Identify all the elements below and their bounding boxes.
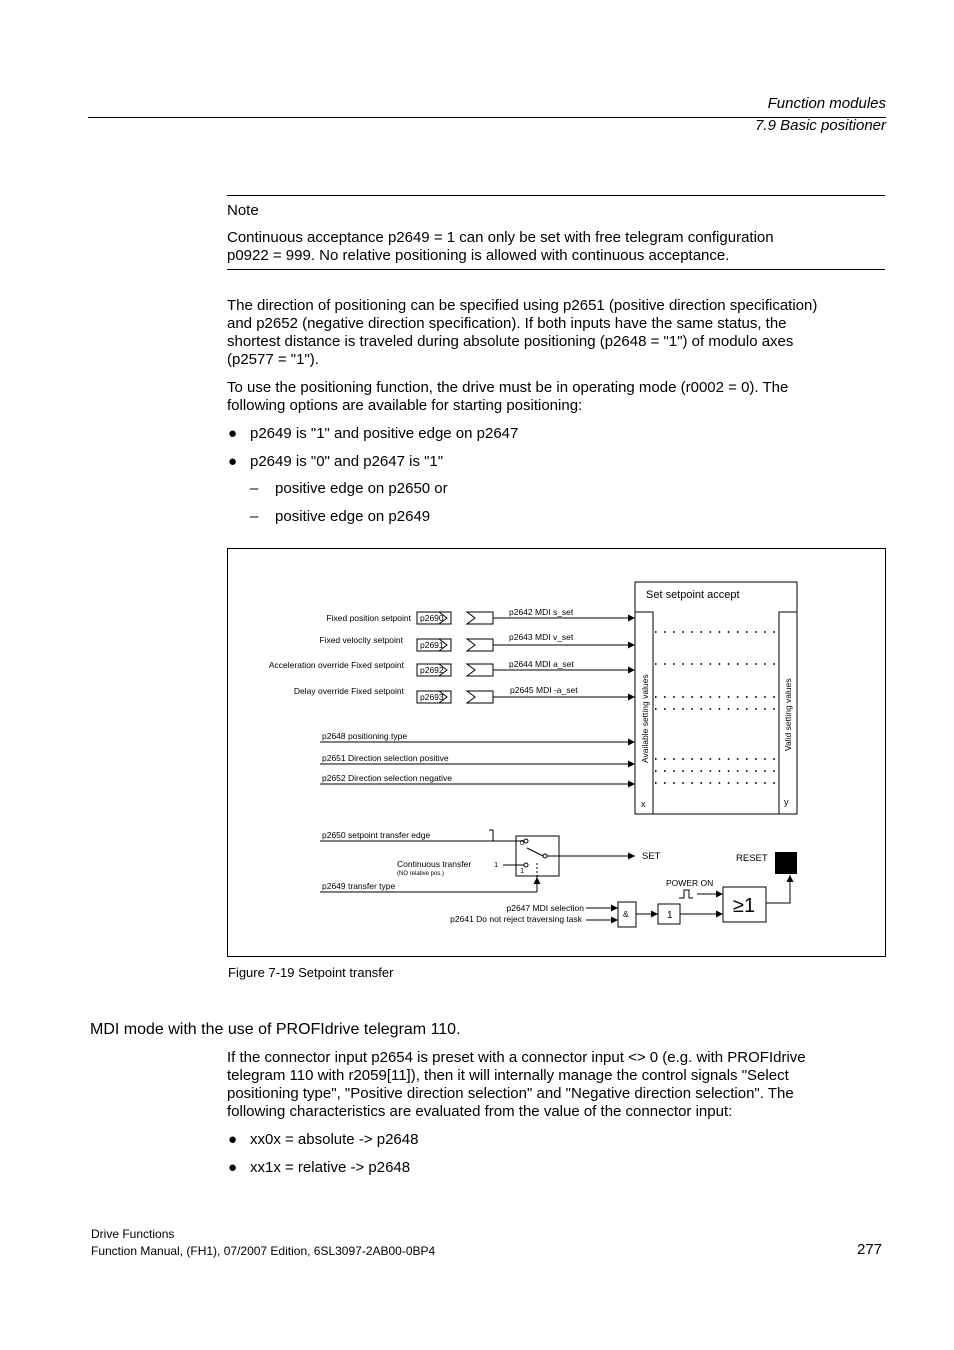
input-row-acceleration [269,659,635,676]
input-label: Fixed velocity setpoint [319,635,403,645]
paragraph1-line2: and p2652 (negative direction specification). If both inputs have the same status, the [227,315,787,332]
setpoint-transfer-diagram [227,548,886,957]
continuous-transfer-label: Continuous transfer [397,859,472,869]
bullet-text: p2649 is "1" and positive edge on p2647 [250,425,519,442]
no-relative-label: (NO relative pos.) [397,871,445,877]
do-not-reject-label: p2641 Do not reject traversing task [450,914,582,924]
one-gate-label: 1 [667,910,673,921]
mdi-selection-label: p2647 MDI selection [506,903,584,913]
dash-item: – positive edge on p2650 or [250,480,448,497]
switch-1b: 1 [520,866,525,875]
page-number: 277 [857,1241,883,1258]
paragraph3-line2: telegram 110 with r2059[11]), then it will internally manage the control signals "Select [227,1067,789,1084]
setpoint-accept-block [635,582,797,814]
input-label: Fixed position setpoint [326,613,411,623]
transfer-edge-label: p2650 setpoint transfer edge [322,830,431,840]
footer-line2: Function Manual, (FH1), 07/2007 Edition, 6SL3097-2AB00-0BP4 [91,1244,436,1258]
note-bottom-rule [227,269,885,270]
reset-block-fill [775,852,797,874]
figure-caption: Figure 7-19 Setpoint transfer [228,965,394,980]
input-row-position [326,607,635,624]
dash-text: positive edge on p2650 or [275,480,448,497]
note-title: Note [227,202,259,219]
dash-text: positive edge on p2649 [275,508,431,525]
note-top-rule [227,195,885,196]
dir-negative-label: p2652 Direction selection negative [322,773,452,783]
bullet-item [228,425,519,443]
bullet-item [228,453,444,471]
positioning-type-label: p2648 positioning type [322,731,408,741]
header-section-title: Function modules [767,95,886,112]
paragraph1-line1: The direction of positioning can be specified using p2651 (positive direction specification) [227,297,818,314]
paragraph3-line3: positioning type", "Positive direction selection" and "Negative direction selection". The [227,1085,794,1102]
valid-values-label: Valid setting values [783,678,793,751]
pulse-icon [679,890,693,898]
y-label: y [784,797,789,807]
bullet-item [228,1131,419,1149]
and-gate-label: & [623,909,629,919]
footer-line1: Drive Functions [91,1227,175,1241]
paragraph2-line2: following options are available for starting positioning: [227,397,583,414]
dash-item: – positive edge on p2649 [250,508,431,525]
output-label: p2645 MDI -a_set [510,685,578,695]
paragraph3-line4: following characteristics are evaluated from the value of the connector input: [227,1103,733,1120]
bullet-dot-icon: ● [228,1131,238,1148]
input-row-delay [294,685,635,703]
power-on-label: POWER ON [666,878,714,888]
input-label: Delay override Fixed setpoint [293,686,404,696]
param-label: p2693 [420,692,444,702]
note-text-line1: Continuous acceptance p2649 = 1 can only be set with free telegram configuration [227,229,774,246]
dir-positive-label: p2651 Direction selection positive [322,753,449,763]
note-text-line2: p0922 = 999. No relative positioning is allowed with continuous acceptance. [227,247,730,264]
header-subsection-title: 7.9 Basic positioner [755,117,886,134]
transfer-type-label: p2649 transfer type [322,881,396,891]
param-label: p2691 [420,640,444,650]
section2-title: MDI mode with the use of PROFIdrive telegram 110. [90,1021,461,1038]
param-label: p2692 [420,665,444,675]
switch-1a: 1 [494,860,499,869]
or-gate-label: ≥1 [733,895,756,917]
paragraph1-line3: shortest distance is traveled during absolute positioning (p2648 = "1") of modulo axes [227,333,794,350]
bullet-dot-icon: ● [228,1159,238,1176]
x-label: x [641,799,646,809]
available-values-label: Available setting values [640,674,650,763]
bullet-dot-icon: ● [228,453,238,470]
bullet-dot-icon: ● [228,425,238,442]
input-row-velocity [319,632,635,651]
rising-edge-icon [489,830,493,841]
reset-label: RESET [736,853,768,864]
paragraph2-line1: To use the positioning function, the drive must be in operating mode (r0002 = 0). The [227,379,789,396]
switch-0: 0 [520,838,525,847]
paragraph3-line1: If the connector input p2654 is preset with a connector input <> 0 (e.g. with PROFIdrive [227,1049,806,1066]
paragraph1-line4: (p2577 = "1"). [227,351,319,368]
set-label: SET [642,851,661,862]
output-label: p2643 MDI v_set [509,632,574,642]
input-label: Acceleration override Fixed setpoint [268,660,404,670]
bullet-item [228,1159,411,1177]
bullet-text: xx0x = absolute -> p2648 [250,1131,419,1148]
output-label: p2642 MDI s_set [509,607,574,617]
output-label: p2644 MDI a_set [509,659,574,669]
set-accept-label: Set setpoint accept [646,589,740,601]
bullet-text: p2649 is "0" and p2647 is "1" [250,453,444,470]
param-label: p2690 [420,613,444,623]
bullet-text: xx1x = relative -> p2648 [250,1159,411,1176]
